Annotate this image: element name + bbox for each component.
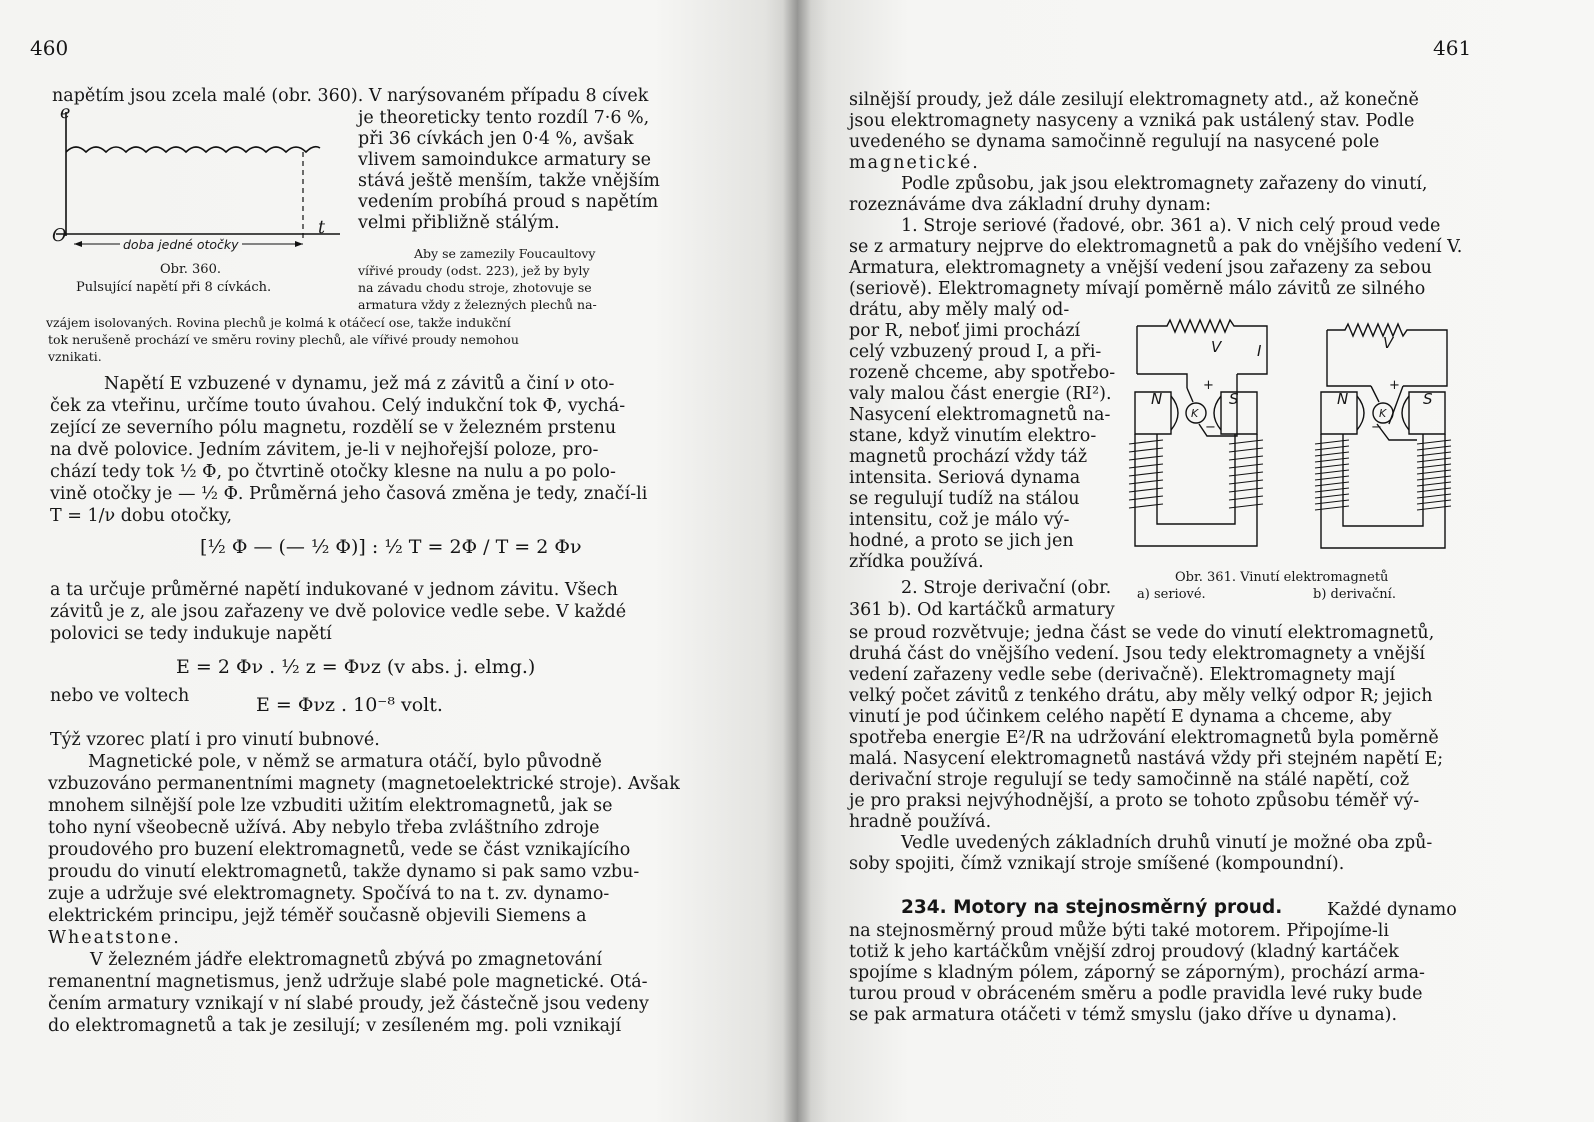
text-line: vedením probíhá proud s napětím bbox=[358, 192, 659, 212]
text-line: spojíme s kladným pólem, záporný se záporným), prochází arma- bbox=[849, 963, 1425, 983]
text-line: ček za vteřinu, určíme touto úvahou. Celý indukční tok Φ, vychá- bbox=[50, 396, 626, 416]
text-line: Nasycení elektromagnetů na- bbox=[849, 405, 1111, 425]
text-line: vlivem samoindukce armatury se bbox=[358, 150, 651, 170]
text-line: 2. Stroje derivační (obr. bbox=[901, 578, 1112, 598]
text-line: druhá část do vnějšího vedení. Jsou tedy elektromagnety a vnější bbox=[849, 644, 1426, 664]
axis-label-t: t bbox=[318, 218, 326, 238]
figure-caption: Obr. 361. Vinutí elektromagnetů bbox=[1175, 570, 1389, 585]
text-line: chází tedy tok ½ Φ, po čtvrtině otočky klesne na nulu a po polo- bbox=[50, 462, 616, 482]
axis-label-e: e bbox=[60, 103, 71, 123]
text-line: napětím jsou zcela malé (obr. 360). V narýsovaném případu 8 cívek bbox=[52, 86, 649, 106]
text-line: na stejnosměrný proud může býti také motorem. Připojíme-li bbox=[849, 921, 1389, 941]
text-line: se proud rozvětvuje; jedna část se vede do vinutí elektromagnetů, bbox=[849, 623, 1435, 643]
label-k-b: K bbox=[1379, 407, 1387, 420]
period-arrow-label: doba jedné otočky bbox=[120, 237, 242, 252]
page-number: 460 bbox=[30, 36, 69, 60]
text-line: celý vzbuzený proud I, a při- bbox=[849, 342, 1102, 362]
text-line: Každé dynamo bbox=[1327, 900, 1457, 920]
small-text-line: vznikati. bbox=[48, 349, 102, 364]
formula-emf-abs: E = 2 Φν . ½ z = Φνz (v abs. j. elmg.) bbox=[176, 656, 536, 678]
text-line: 361 b). Od kartáčků armatury bbox=[849, 600, 1115, 620]
text-line: hodné, a proto se jich jen bbox=[849, 531, 1074, 551]
text-line: T = 1/ν dobu otočky, bbox=[50, 506, 233, 526]
text-line: a ta určuje průměrné napětí indukované v jednom závitu. Všech bbox=[50, 580, 618, 600]
text-line: stává ještě menším, takže vnějším bbox=[358, 171, 660, 191]
small-text-line: tok nerušeně prochází ve směru roviny plechů, ale vířivé proudy nemohou bbox=[48, 332, 519, 347]
axis-label-o: O bbox=[52, 226, 67, 246]
text-line: při 36 cívkách jen 0·4 %, avšak bbox=[358, 129, 634, 149]
small-text-line: armatura vždy z železných plechů na- bbox=[358, 297, 597, 312]
text-line: čením armatury vznikají v ní slabé proudy, jež částečně jsou vedeny bbox=[48, 994, 649, 1014]
text-line: mnohem silnější pole lze vzbuditi užitím elektromagnetů, jak se bbox=[48, 796, 613, 816]
text-line: Wheatstone. bbox=[48, 928, 181, 948]
text-line: Magnetické pole, v němž se armatura otáčí, bylo původně bbox=[88, 752, 602, 772]
page-number: 461 bbox=[1433, 36, 1472, 60]
label-minus-a: − bbox=[1205, 420, 1216, 435]
label-n-b: N bbox=[1337, 390, 1349, 408]
text-line: Týž vzorec platí i pro vinutí bubnové. bbox=[50, 730, 380, 750]
text-line: totiž k jeho kartáčkům vnější zdroj proudový (kladný kartáček bbox=[849, 942, 1399, 962]
right-page bbox=[797, 0, 1594, 1122]
text-line: se regulují tudíž na stálou bbox=[849, 489, 1080, 509]
text-line: 1. Stroje seriové (řadové, obr. 361 a). V nich celý proud vede bbox=[901, 216, 1441, 236]
text-line: uvedeného se dynama samočinně regulují na nasycené pole bbox=[849, 132, 1380, 152]
text-line: Armatura, elektromagnety a vnější vedení jsou zařazeny za sebou bbox=[849, 258, 1432, 278]
text-line: drátu, aby měly malý od- bbox=[849, 300, 1070, 320]
series-winding-diagram bbox=[1129, 320, 1267, 546]
book-spine-shadow bbox=[783, 0, 811, 1122]
text-line: velký počet závitů z tenkého drátu, aby měly velký odpor R; jejich bbox=[849, 686, 1433, 706]
text-line: se z armatury nejprve do elektromagnetů a pak do vnějšího vedení V. bbox=[849, 237, 1463, 257]
text-line: velmi přibližně stálým. bbox=[358, 213, 560, 233]
label-v: V bbox=[1211, 338, 1222, 356]
label-s-a: S bbox=[1229, 390, 1239, 408]
text-line: por R, neboť jimi prochází bbox=[849, 321, 1081, 341]
text-line: valy malou část energie (RI²). bbox=[849, 384, 1112, 404]
label-s-b: S bbox=[1423, 390, 1433, 408]
text-line: zřídka používá. bbox=[849, 552, 984, 572]
text-line: Podle způsobu, jak jsou elektromagnety zařazeny do vinutí, bbox=[901, 174, 1428, 194]
text-line: malá. Nasycení elektromagnetů nastává vždy při stejném napětí E; bbox=[849, 749, 1444, 769]
label-n-a: N bbox=[1151, 390, 1163, 408]
label-k-a: K bbox=[1191, 407, 1199, 420]
small-text-line: vzájem isolovaných. Rovina plechů je kolmá k otáčecí ose, takže indukční bbox=[46, 315, 511, 330]
text-line: V železném jádře elektromagnetů zbývá po zmagnetování bbox=[90, 950, 602, 970]
text-line: je pro praksi nejvýhodnější, a proto se tohoto způsobu téměř vý- bbox=[849, 791, 1420, 811]
text-line: proudu do vinutí elektromagnetů, takže dynamo si pak samo vzbu- bbox=[48, 862, 640, 882]
label-plus-b: + bbox=[1389, 378, 1400, 393]
text-line: rozeně chceme, aby spotřebo- bbox=[849, 363, 1116, 383]
small-text-line: vířivé proudy (odst. 223), jež by byly bbox=[358, 263, 590, 278]
figure-caption-text: Pulsující napětí při 8 cívkách. bbox=[76, 280, 272, 295]
label-v-b: V bbox=[1383, 334, 1394, 352]
text-line: intensita. Seriová dynama bbox=[849, 468, 1081, 488]
text-line: turou proud v obráceném směru a podle pravidla levé ruky bude bbox=[849, 984, 1423, 1004]
text-line: vinutí je pod účinkem celého napětí E dynama a chceme, aby bbox=[849, 707, 1392, 727]
small-text-line: Aby se zamezily Foucaultovy bbox=[414, 246, 596, 261]
text-line: soby spojiti, čímž vznikají stroje smíšené (kompoundní). bbox=[849, 854, 1345, 874]
figure-caption-b: b) derivační. bbox=[1313, 587, 1396, 602]
text-line: vině otočky je — ½ Φ. Průměrná jeho časová změna je tedy, značí-li bbox=[50, 484, 648, 504]
text-line: do elektromagnetů a tak je zesilují; v zesíleném mg. poli vznikají bbox=[48, 1016, 622, 1036]
text-line: vedení zařazeny vedle sebe (derivačně). Elektromagnety mají bbox=[849, 665, 1396, 685]
text-line: se pak armatura otáčeti v témž smyslu (jako dříve u dynama). bbox=[849, 1005, 1398, 1025]
text-line: derivační stroje regulují se tedy samočinně na stálé napětí, což bbox=[849, 770, 1410, 790]
label-minus-b: − bbox=[1371, 420, 1382, 435]
text-line: toho nyní všeobecně užívá. Aby nebylo třeba zvláštního zdroje bbox=[48, 818, 600, 838]
text-line: remanentní magnetismus, jenž udržuje slabé pole magnetické. Otá- bbox=[48, 972, 648, 992]
small-text-line: na závadu chodu stroje, zhotovuje se bbox=[358, 280, 592, 295]
text-line: elektrickém principu, jejž téměř současně objevili Siemens a bbox=[48, 906, 587, 926]
text-line: stane, když vinutím elektro- bbox=[849, 426, 1097, 446]
label-plus-a: + bbox=[1203, 378, 1214, 393]
text-line: spotřeba energie E²/R na udržování elektromagnetů byla poměrně bbox=[849, 728, 1439, 748]
text-line: je theoreticky tento rozdíl 7·6 %, bbox=[358, 108, 650, 128]
text-line: zející ze severního pólu magnetu, rozdělí se v železném prstenu bbox=[50, 418, 617, 438]
text-line: polovici se tedy indukuje napětí bbox=[50, 624, 332, 644]
text-line: magnetické. bbox=[849, 153, 980, 173]
label-i: I bbox=[1257, 342, 1262, 360]
text-line: vzbuzováno permanentními magnety (magnetoelektrické stroje). Avšak bbox=[48, 774, 680, 794]
text-line: magnetů prochází vždy táž bbox=[849, 447, 1088, 467]
formula-average-change: [½ Φ — (— ½ Φ)] : ½ T = 2Φ / T = 2 Φν bbox=[200, 536, 582, 558]
section-heading: 234. Motory na stejnosměrný proud. bbox=[901, 897, 1283, 918]
text-line: hradně používá. bbox=[849, 812, 992, 832]
shunt-winding-diagram bbox=[1315, 324, 1451, 548]
text-line: proudového pro buzení elektromagnetů, vede se část vznikajícího bbox=[48, 840, 631, 860]
text-line: zuje a udržuje své elektromagnety. Spočívá to na t. zv. dynamo- bbox=[48, 884, 610, 904]
text-line: silnější proudy, jež dále zesilují elektromagnety atd., až konečně bbox=[849, 90, 1419, 110]
text-line: (seriově). Elektromagnety mívají poměrně málo závitů ze silného bbox=[849, 279, 1426, 299]
text-line: Napětí E vzbuzené v dynamu, jež má z závitů a činí ν oto- bbox=[104, 374, 615, 394]
figure-caption-number: Obr. 360. bbox=[160, 262, 221, 277]
field-winding-figure bbox=[1127, 316, 1487, 566]
text-line: rozeznáváme dva základní druhy dynam: bbox=[849, 195, 1212, 215]
figure-caption-a: a) seriové. bbox=[1137, 587, 1206, 602]
text-line: závitů je z, ale jsou zařazeny ve dvě polovice vedle sebe. V každé bbox=[50, 602, 627, 622]
text-line: na dvě polovice. Jedním závitem, je-li v nejhořejší poloze, pro- bbox=[50, 440, 599, 460]
text-line: intensitu, což je málo vý- bbox=[849, 510, 1070, 530]
text-line: Vedle uvedených základních druhů vinutí je možné oba způ- bbox=[901, 833, 1433, 853]
text-line: jsou elektromagnety nasyceny a vzniká pak ustálený stav. Podle bbox=[849, 111, 1415, 131]
text-line: nebo ve voltech bbox=[50, 686, 190, 706]
formula-emf-volt: E = Φνz . 10⁻⁸ volt. bbox=[256, 694, 443, 716]
